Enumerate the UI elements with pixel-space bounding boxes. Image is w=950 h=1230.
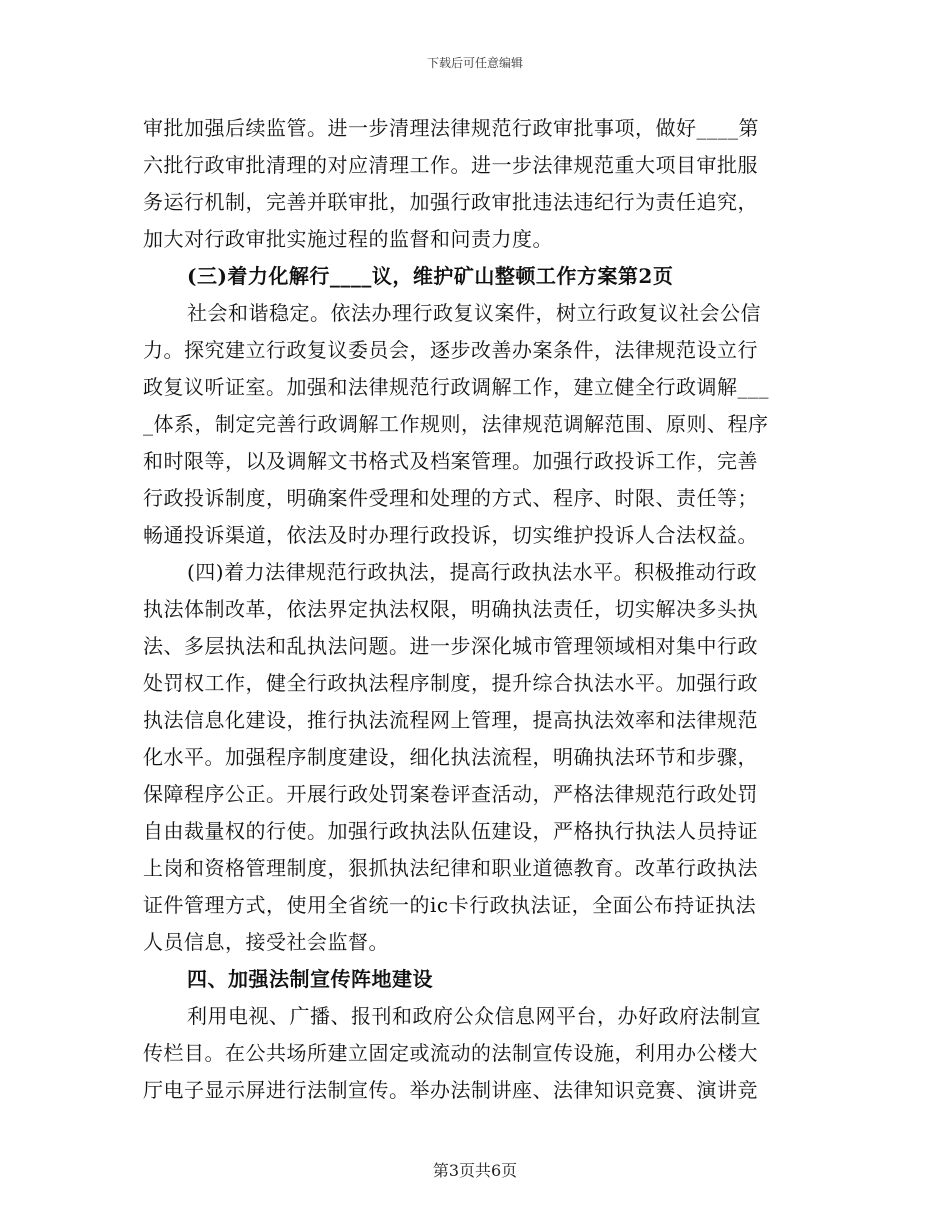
- body-line: 证件管理方式，使用全省统一的ic卡行政执法证，全面公布持证执法: [143, 893, 757, 917]
- body-line: 力。探究建立行政复议委员会，逐步改善办案条件，法律规范设立行: [143, 338, 758, 362]
- section-heading-3: (三)着力化解行____议，维护矿山整顿工作方案第2页: [187, 264, 674, 288]
- body-line: 处罚权工作，健全行政执法程序制度，提升综合执法水平。加强行政: [143, 671, 758, 695]
- body-line: 务运行机制，完善并联审批，加强行政审批违法违纪行为责任追究，: [143, 190, 758, 214]
- body-line: 执法体制改革，依法界定执法权限，明确执法责任，切实解决多头执: [143, 597, 758, 621]
- body-line: 自由裁量权的行使。加强行政执法队伍建设，严格执行执法人员持证: [143, 819, 758, 843]
- body-line: _体系，制定完善行政调解工作规则，法律规范调解范围、原则、程序: [143, 412, 769, 436]
- section-heading-4: 四、加强法制宣传阵地建设: [187, 967, 433, 991]
- page-footer: 第3页共6页: [432, 1161, 518, 1180]
- body-line: 传栏目。在公共场所建立固定或流动的法制宣传设施，利用办公楼大: [143, 1041, 758, 1065]
- body-line: 上岗和资格管理制度，狠抓执法纪律和职业道德教育。改革行政执法: [143, 856, 758, 880]
- body-line: 利用电视、广播、报刊和政府公众信息网平台，办好政府法制宣: [187, 1004, 761, 1028]
- body-line: 法、多层执法和乱执法问题。进一步深化城市管理领域相对集中行政: [143, 634, 758, 658]
- body-line: 政复议听证室。加强和法律规范行政调解工作，建立健全行政调解___: [143, 375, 769, 399]
- body-line: 化水平。加强程序制度建设，细化执法流程，明确执法环节和步骤，: [143, 745, 758, 769]
- body-line: 社会和谐稳定。依法办理行政复议案件，树立行政复议社会公信: [187, 301, 761, 325]
- body-line: 六批行政审批清理的对应清理工作。进一步法律规范重大项目审批服: [143, 153, 758, 177]
- body-line: 厅电子显示屏进行法制宣传。举办法制讲座、法律知识竞赛、演讲竞: [143, 1078, 758, 1102]
- body-line: 执法信息化建设，推行执法流程网上管理，提高执法效率和法律规范: [143, 708, 758, 732]
- body-line: 加大对行政审批实施过程的监督和问责力度。: [143, 227, 553, 251]
- body-line: (四)着力法律规范行政执法，提高行政执法水平。积极推动行政: [187, 560, 758, 584]
- body-line: 审批加强后续监管。进一步清理法律规范行政审批事项，做好____第: [143, 116, 759, 140]
- body-line: 人员信息，接受社会监督。: [143, 930, 389, 954]
- body-line: 保障程序公正。开展行政处罚案卷评查活动，严格法律规范行政处罚: [143, 782, 758, 806]
- body-line: 和时限等，以及调解文书格式及档案管理。加强行政投诉工作，完善: [143, 449, 758, 473]
- page-header: 下载后可任意编辑: [426, 56, 523, 70]
- document-body: [143, 110, 803, 1109]
- body-line: 畅通投诉渠道，依法及时办理行政投诉，切实维护投诉人合法权益。: [143, 523, 758, 547]
- body-line: 行政投诉制度，明确案件受理和处理的方式、程序、时限、责任等；: [143, 486, 758, 510]
